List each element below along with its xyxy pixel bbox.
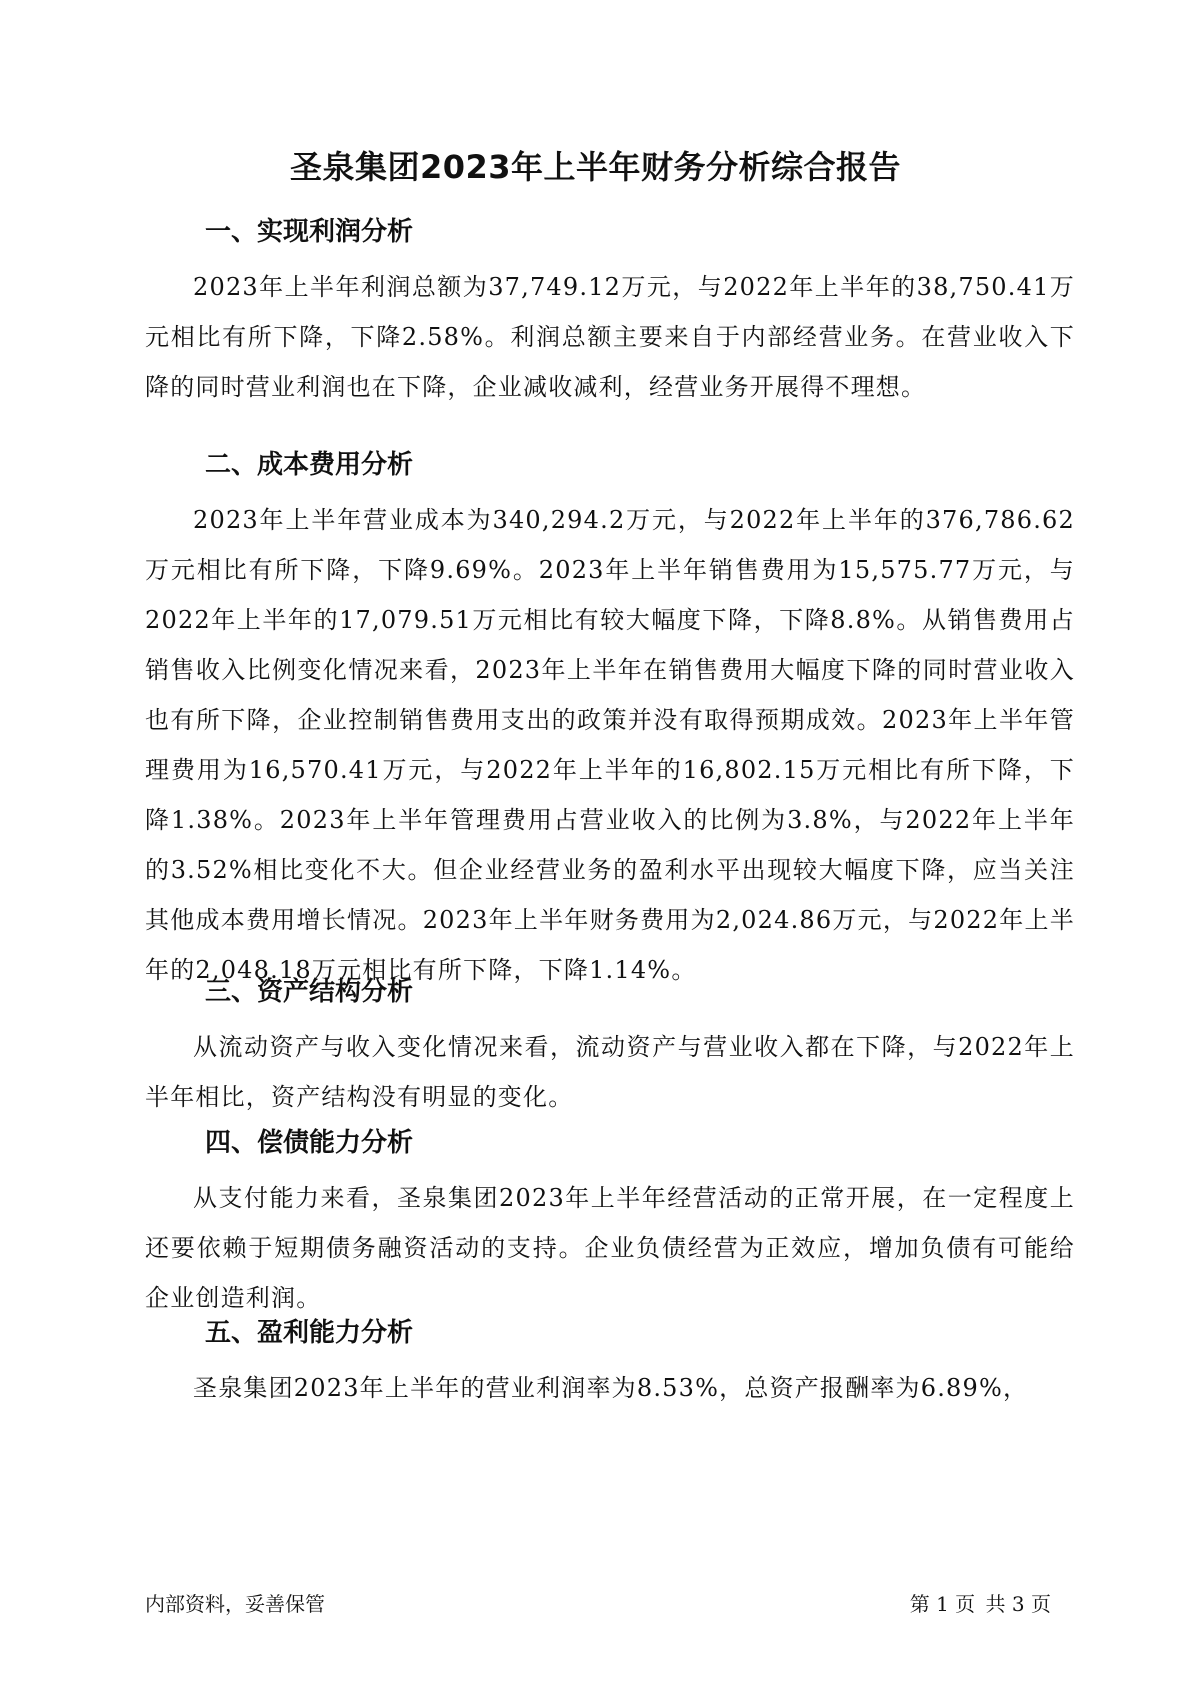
footer-page-info: [906, 1590, 1051, 1618]
section-profitability: [145, 1313, 1075, 1413]
section-paragraph: 2023年上半年利润总额为37,749.12万元，与2022年上半年的38,750.41万元相比有所下降，下降2.58%。利润总额主要来自于内部经营业务。在营业收入下降的同时营业利润也在下降，企业减收减利，经营业务开展得不理想。: [145, 273, 1075, 401]
document-title: 圣泉集团2023年上半年财务分析综合报告: [289, 148, 902, 186]
footer-confidential-note: 内部资料，妥善保管: [145, 1592, 325, 1616]
section-profit: [145, 212, 1075, 412]
section-heading: 三、资产结构分析: [205, 977, 414, 1007]
section-heading: 四、偿债能力分析: [205, 1128, 414, 1158]
section-heading: 一、实现利润分析: [205, 217, 414, 247]
section-paragraph: 圣泉集团2023年上半年的营业利润率为8.53%，总资产报酬率为6.89%，: [193, 1374, 1029, 1402]
section-heading: 五、盈利能力分析: [205, 1318, 414, 1348]
section-paragraph: 从流动资产与收入变化情况来看，流动资产与营业收入都在下降，与2022年上半年相比，资产结构没有明显的变化。: [145, 1033, 1075, 1111]
footer-total-pages: 共 3 页: [985, 1592, 1051, 1616]
section-paragraph: 2023年上半年营业成本为340,294.2万元，与2022年上半年的376,786.62万元相比有所下降，下降9.69%。2023年上半年销售费用为15,575.77万元，与2022年上半年的17,079.51万元相比有较大幅度下降，下降8.8%。从销售费用占销售收入比例变化情况来看，2023年上半年在销售费用大幅度下降的同时营业收入也有所下降，企业控制销售费用支出的政策并没有取得预期成效。2023年上半年管理费用为16,570.41万元，与2022年上半年的16,802.15万元相比有所下降，下降1.38%。2023年上半年管理费用占营业收入的比例为3.8%，与2022年上半年的3.52%相比变化不大。但企业经营业务的盈利水平出现较大幅度下降，应当关注其他成本费用增长情况。2023年上半年财务费用为2,024.86万元，与2022年上半年的2,048.18万元相比有所下降，下降1.14%。: [145, 506, 1075, 984]
section-asset-structure: [145, 972, 1075, 1122]
section-cost: [145, 445, 1075, 995]
footer-page-number: 第 1 页: [909, 1592, 976, 1616]
section-heading: 二、成本费用分析: [205, 450, 414, 480]
section-paragraph: 从支付能力来看，圣泉集团2023年上半年经营活动的正常开展，在一定程度上还要依赖于短期债务融资活动的支持。企业负债经营为正效应，增加负债有可能给企业创造利润。: [145, 1184, 1075, 1312]
section-solvency: [145, 1123, 1075, 1323]
